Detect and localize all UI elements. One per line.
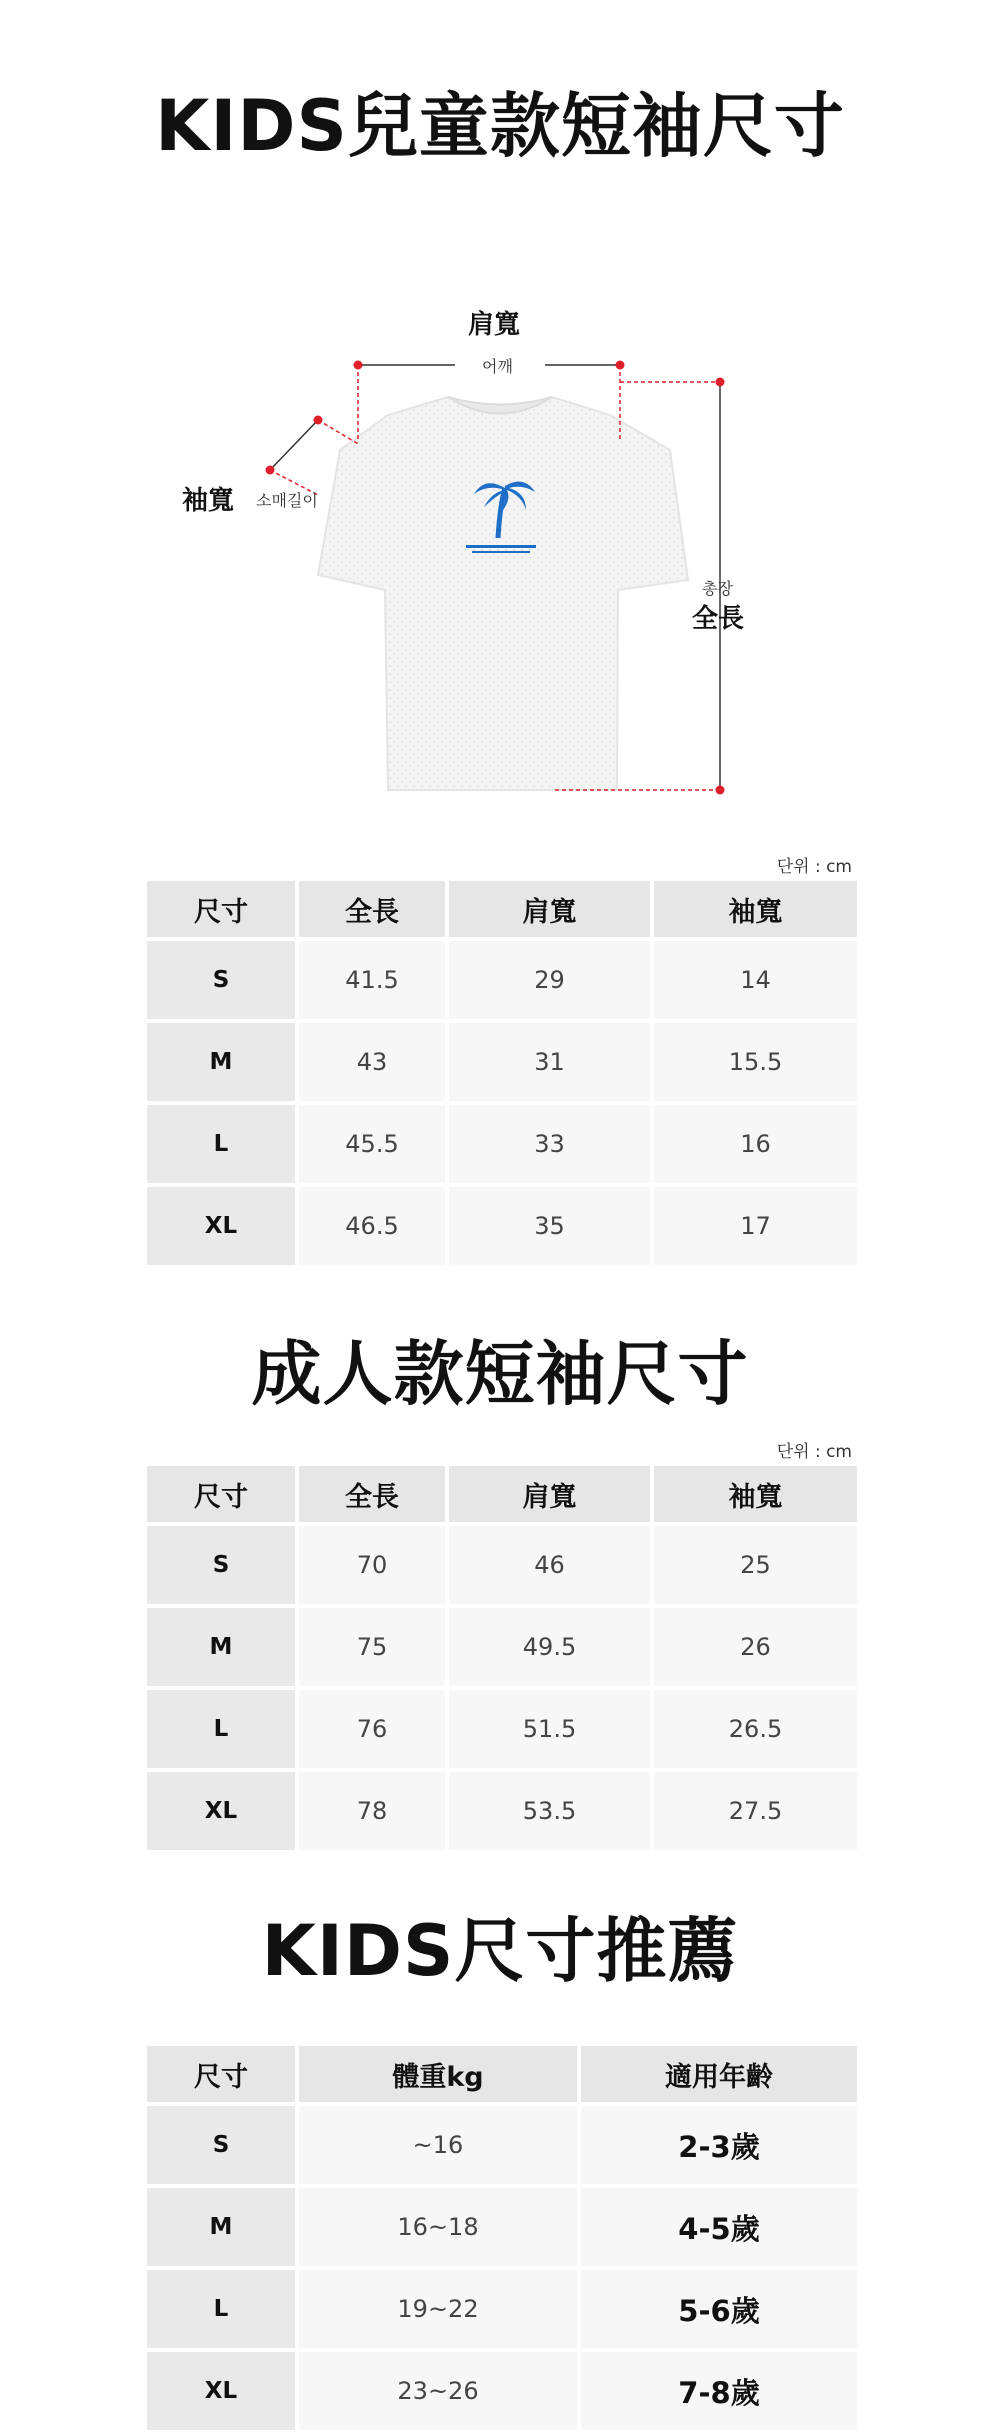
age-cell: 7-8歲 <box>581 2352 857 2430</box>
table-row <box>147 1023 857 1101</box>
size-cell: S <box>147 2106 295 2184</box>
sleeve-cell: 26.5 <box>654 1690 857 1768</box>
table-row <box>147 1105 857 1183</box>
length-cell: 75 <box>299 1608 445 1686</box>
size-cell: L <box>147 2270 295 2348</box>
table-header-row <box>147 881 857 937</box>
sleeve-label-korean: 소매길이 <box>256 491 318 510</box>
size-cell: S <box>147 1526 295 1604</box>
sleeve-cell: 14 <box>654 941 857 1019</box>
age-cell: 2-3歲 <box>581 2106 857 2184</box>
size-cell: XL <box>147 2352 295 2430</box>
table-row <box>147 1526 857 1604</box>
table-row <box>147 2352 857 2430</box>
table-row <box>147 2270 857 2348</box>
sleeve-label: 袖寬 <box>182 486 235 516</box>
length-cell: 45.5 <box>299 1105 445 1183</box>
size-cell: XL <box>147 1187 295 1265</box>
header-weight: 體重kg <box>299 2046 577 2102</box>
header-size: 尺寸 <box>147 881 295 937</box>
shoulder-cell: 51.5 <box>449 1690 650 1768</box>
table-row <box>147 1187 857 1265</box>
weight-cell: 23~26 <box>299 2352 577 2430</box>
table-row <box>147 1772 857 1850</box>
table-header-row <box>147 1466 857 1522</box>
sleeve-cell: 16 <box>654 1105 857 1183</box>
table-row <box>147 1690 857 1768</box>
table-row <box>147 2106 857 2184</box>
shoulder-label-korean: 어깨 <box>482 357 513 376</box>
length-cell: 78 <box>299 1772 445 1850</box>
sleeve-cell: 25 <box>654 1526 857 1604</box>
length-label: 全長 <box>692 604 745 634</box>
age-cell: 4-5歲 <box>581 2188 857 2266</box>
sleeve-cell: 15.5 <box>654 1023 857 1101</box>
table-header-row <box>147 2046 857 2102</box>
age-cell: 5-6歲 <box>581 2270 857 2348</box>
shoulder-label: 肩寬 <box>468 310 521 340</box>
size-cell: XL <box>147 1772 295 1850</box>
shoulder-cell: 46 <box>449 1526 650 1604</box>
shoulder-cell: 49.5 <box>449 1608 650 1686</box>
length-cell: 76 <box>299 1690 445 1768</box>
weight-cell: 19~22 <box>299 2270 577 2348</box>
adult-chart-title: 成人款短袖尺寸 <box>251 1333 749 1415</box>
sleeve-cell: 26 <box>654 1608 857 1686</box>
sleeve-cell: 17 <box>654 1187 857 1265</box>
unit-label-adult: 단위 : cm <box>776 1442 852 1462</box>
weight-cell: 16~18 <box>299 2188 577 2266</box>
table-row <box>147 941 857 1019</box>
shoulder-cell: 33 <box>449 1105 650 1183</box>
size-cell: L <box>147 1105 295 1183</box>
length-cell: 46.5 <box>299 1187 445 1265</box>
shoulder-cell: 53.5 <box>449 1772 650 1850</box>
size-cell: M <box>147 1023 295 1101</box>
size-cell: M <box>147 1608 295 1686</box>
header-shoulder: 肩寬 <box>449 881 650 937</box>
shoulder-cell: 31 <box>449 1023 650 1101</box>
shoulder-cell: 29 <box>449 941 650 1019</box>
header-shoulder: 肩寬 <box>449 1466 650 1522</box>
header-size: 尺寸 <box>147 2046 295 2102</box>
tshirt-measurement-diagram <box>0 300 1000 810</box>
length-cell: 70 <box>299 1526 445 1604</box>
header-size: 尺寸 <box>147 1466 295 1522</box>
length-cell: 43 <box>299 1023 445 1101</box>
length-label-korean: 총장 <box>702 579 733 598</box>
kids-recommend-table <box>143 2042 861 2434</box>
adult-size-table <box>143 1462 861 1854</box>
kids-recommend-title: KIDS尺寸推薦 <box>261 1910 739 1992</box>
size-cell: L <box>147 1690 295 1768</box>
header-sleeve: 袖寬 <box>654 1466 857 1522</box>
size-cell: M <box>147 2188 295 2266</box>
size-cell: S <box>147 941 295 1019</box>
header-length: 全長 <box>299 1466 445 1522</box>
shoulder-cell: 35 <box>449 1187 650 1265</box>
header-age: 適用年齡 <box>581 2046 857 2102</box>
kids-size-table <box>143 877 861 1269</box>
header-sleeve: 袖寬 <box>654 881 857 937</box>
table-row <box>147 1608 857 1686</box>
kids-chart-title: KIDS兒童款短袖尺寸 <box>155 85 845 167</box>
sleeve-cell: 27.5 <box>654 1772 857 1850</box>
header-length: 全長 <box>299 881 445 937</box>
unit-label-kids: 단위 : cm <box>776 857 852 877</box>
table-row <box>147 2188 857 2266</box>
weight-cell: ~16 <box>299 2106 577 2184</box>
length-cell: 41.5 <box>299 941 445 1019</box>
